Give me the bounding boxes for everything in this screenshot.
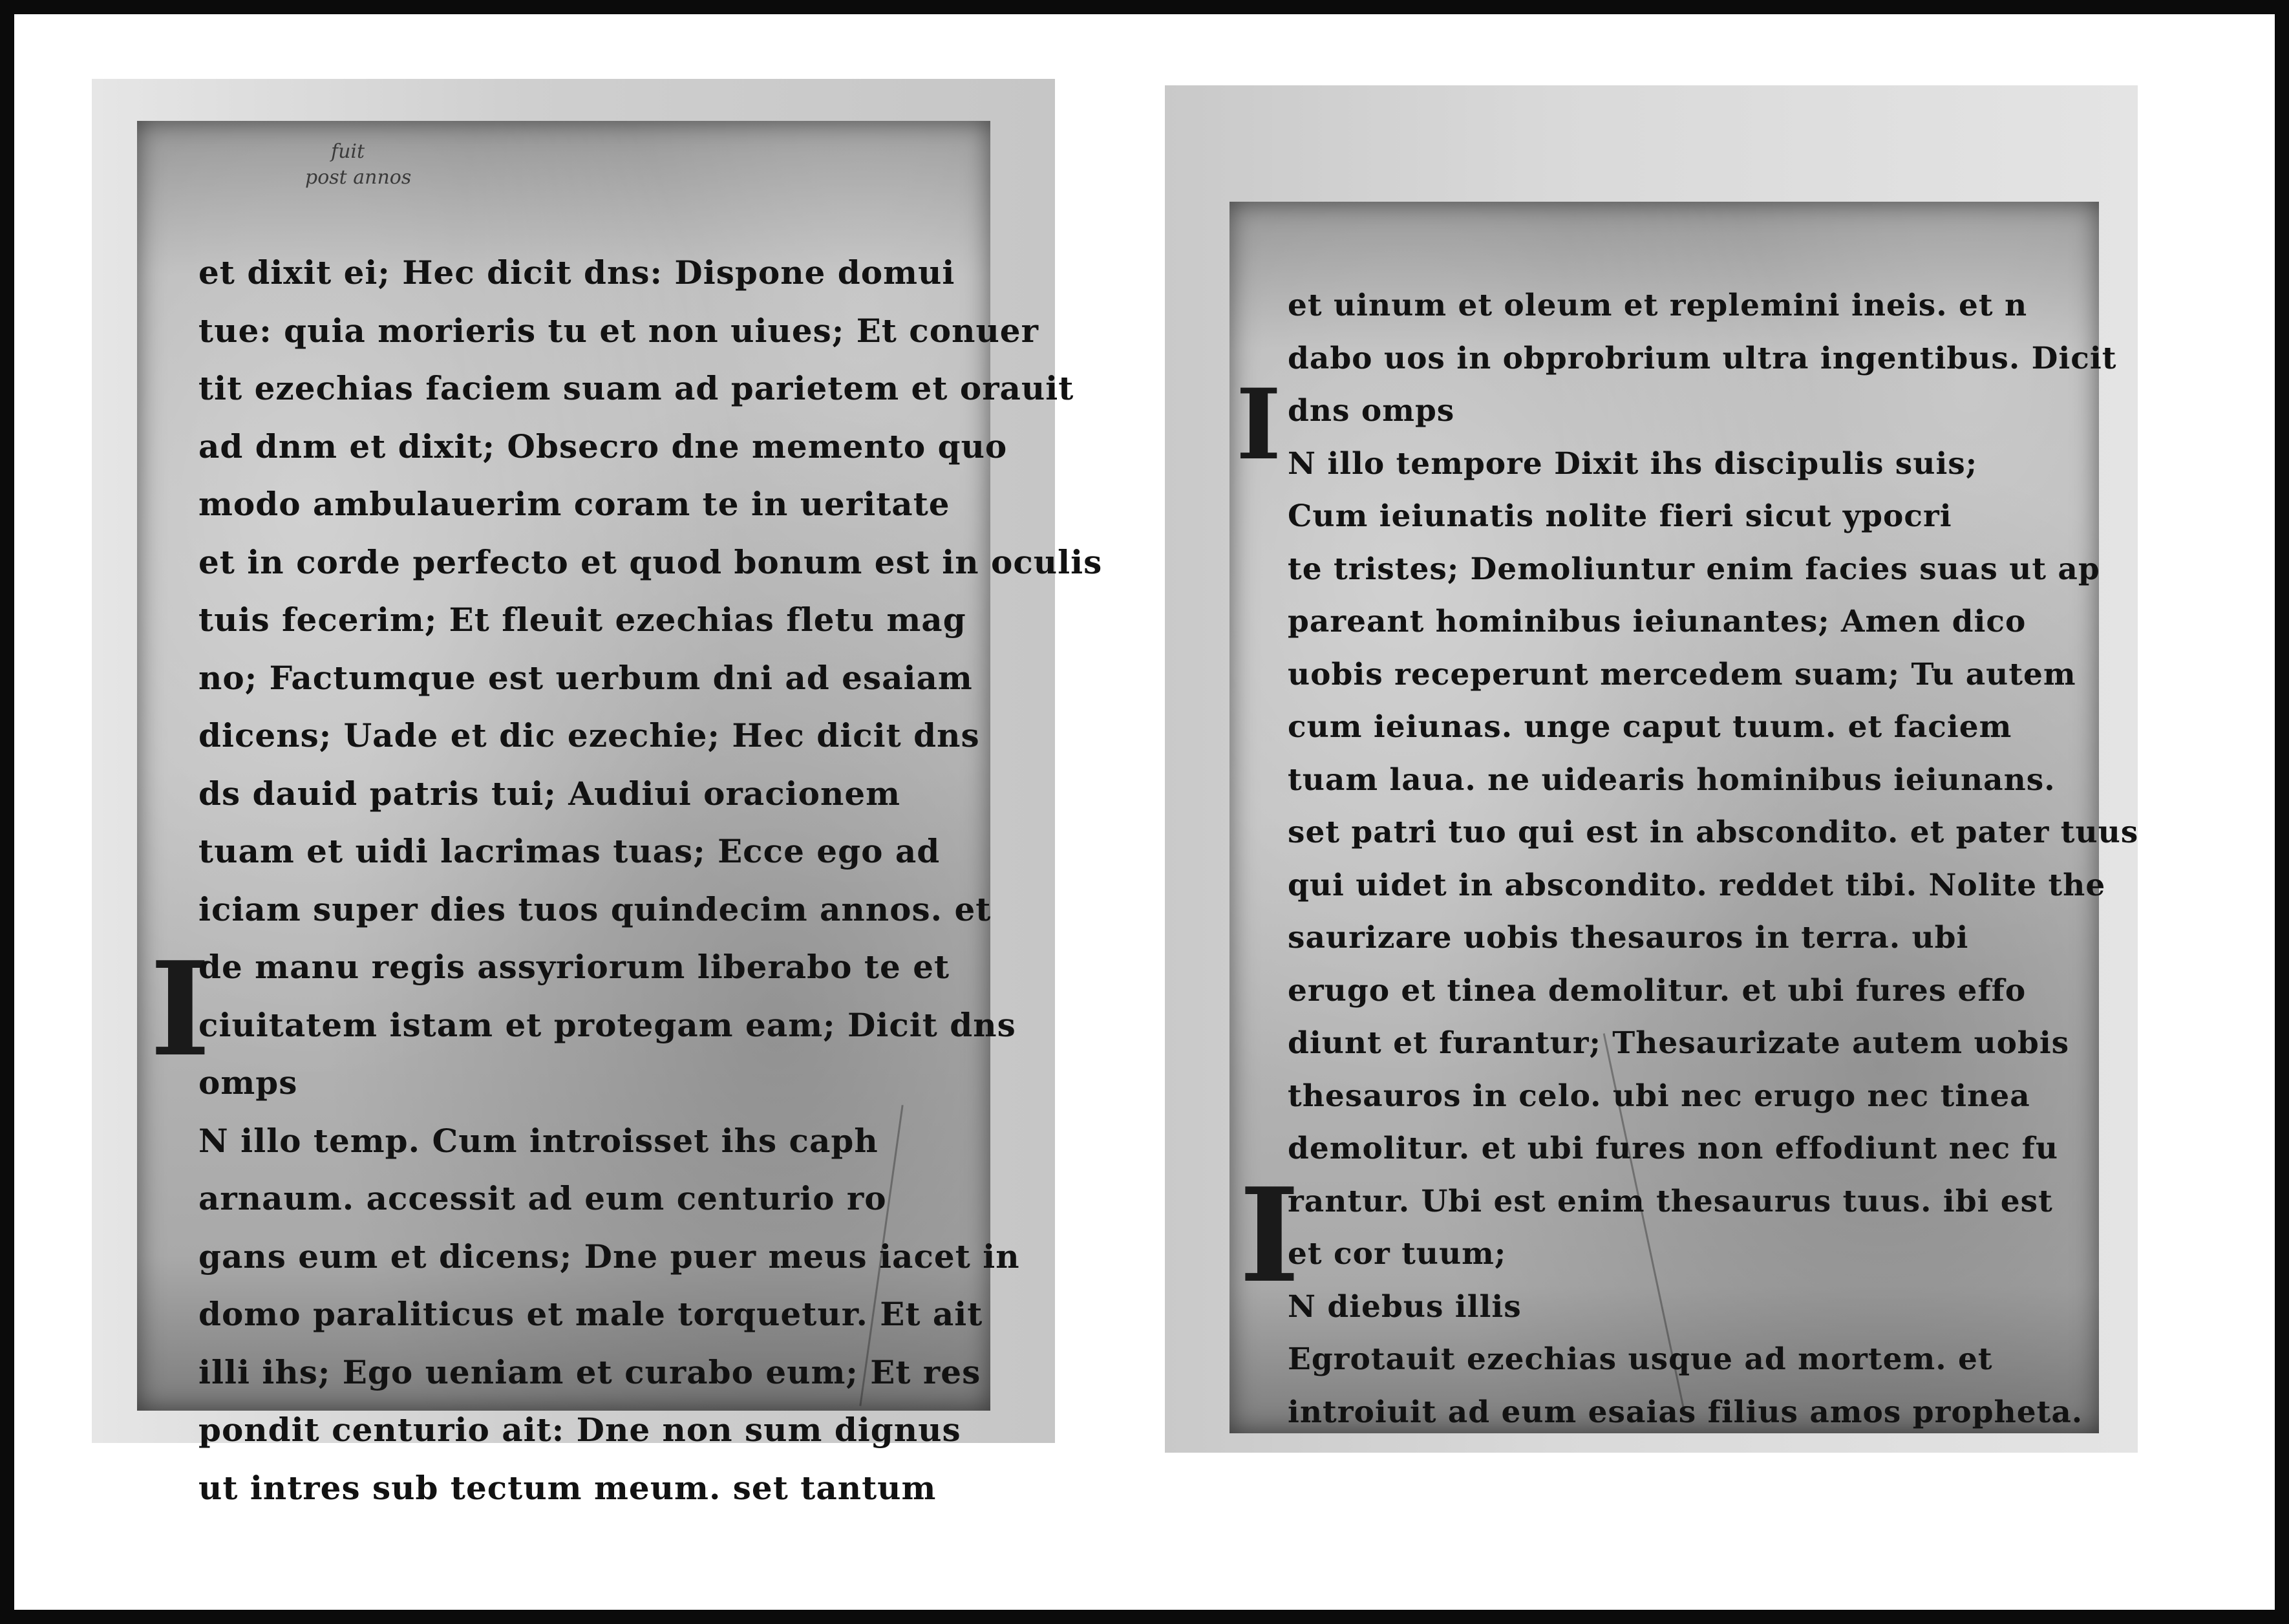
text-line: thesauros in celo. ubi nec erugo nec tinea <box>1288 1078 2030 1114</box>
text-line: introiuit ad eum esaias filius amos propheta. <box>1288 1394 2083 1430</box>
text-line: omps <box>198 1063 298 1102</box>
text-line: saurizare uobis thesauros in terra. ubi <box>1288 920 1969 956</box>
decorated-initial: I <box>1236 368 1282 482</box>
right-manuscript-leaf <box>1230 202 2139 1433</box>
text-line: et in corde perfecto et quod bonum est in oculis <box>198 542 1103 581</box>
text-line: ciuitatem istam et protegam eam; Dicit dns <box>198 1005 1016 1044</box>
text-line: tuam laua. ne uidearis hominibus ieiunans. <box>1288 762 2056 798</box>
text-line: rantur. Ubi est enim thesaurus tuus. ibi est <box>1288 1183 2053 1219</box>
decorated-initial: I <box>1239 1160 1300 1312</box>
text-line: set patri tuo qui est in abscondito. et pater tuus <box>1288 815 2139 850</box>
text-line: pondit centurio ait: Dne non sum dignus <box>198 1411 961 1449</box>
text-line: demolitur. et ubi fures non effodiunt nec fu <box>1288 1131 2059 1166</box>
text-line: N diebus illis <box>1288 1288 1522 1325</box>
text-line: tuis fecerim; Et fleuit ezechias fletu mag <box>198 601 966 639</box>
text-line: no; Factumque est uerbum dni ad esaiam <box>198 658 973 697</box>
text-line: N illo temp. Cum introisset ihs caph <box>198 1121 878 1160</box>
text-line: erugo et tinea demolitur. et ubi fures effo <box>1288 972 2027 1009</box>
text-line: dabo uos in obprobrium ultra ingentibus. Dicit <box>1288 340 2117 376</box>
text-line: modo ambulauerim coram te in ueritate <box>198 485 950 523</box>
text-line: arnaum. accessit ad eum centurio ro <box>198 1179 887 1217</box>
text-line: ds dauid patris tui; Audiui oracionem <box>198 774 901 813</box>
text-line: tue: quia morieris tu et non uiues; Et conuer <box>198 311 1039 350</box>
margin-note: fuit <box>331 140 365 163</box>
text-line: pareant hominibus ieiunantes; Amen dico <box>1288 604 2027 639</box>
text-line: dns omps <box>1288 393 1455 429</box>
text-line: Egrotauit ezechias usque ad mortem. et <box>1288 1341 1993 1377</box>
left-manuscript-leaf <box>137 121 1103 1507</box>
left-photograph <box>92 79 1103 1507</box>
text-line: domo paraliticus et male torquetur. Et ait <box>198 1295 983 1333</box>
right-text-block <box>1288 279 2139 1438</box>
text-line: de manu regis assyriorum liberabo te et <box>198 948 950 986</box>
text-line: Cum ieiunatis nolite fieri sicut ypocri <box>1288 498 1952 534</box>
margin-note: post annos <box>305 166 412 189</box>
text-line: diunt et furantur; Thesaurizate autem uobis <box>1288 1025 2070 1061</box>
text-line: ut intres sub tectum meum. set tantum <box>198 1468 937 1507</box>
text-line: te tristes; Demoliuntur enim facies suas ut ap <box>1288 551 2100 587</box>
text-line: uobis receperunt mercedem suam; Tu autem <box>1288 656 2076 692</box>
text-line: iciam super dies tuos quindecim annos. et <box>198 890 992 928</box>
text-line: ad dnm et dixit; Obsecro dne memento quo <box>198 427 1008 465</box>
right-photograph <box>1165 85 2138 1453</box>
text-line: tit ezechias faciem suam ad parietem et orauit <box>198 369 1074 407</box>
text-line: et cor tuum; <box>1288 1236 1507 1272</box>
text-line: tuam et uidi lacrimas tuas; Ecce ego ad <box>198 832 941 870</box>
text-line: illi ihs; Ego ueniam et curabo eum; Et res <box>198 1352 981 1391</box>
text-line: qui uidet in abscondito. reddet tibi. Nolite the <box>1288 867 2106 903</box>
text-line: et uinum et oleum et replemini ineis. et n <box>1288 288 2028 323</box>
decorated-initial: I <box>150 934 211 1085</box>
text-line: dicens; Uade et dic ezechie; Hec dicit dns <box>198 716 980 754</box>
left-text-block <box>198 244 1103 1517</box>
text-line: et dixit ei; Hec dicit dns: Dispone domui <box>198 253 955 292</box>
text-line: N illo tempore Dixit ihs discipulis suis; <box>1288 445 1978 482</box>
text-line: cum ieiunas. unge caput tuum. et faciem <box>1288 709 2012 745</box>
text-line: gans eum et dicens; Dne puer meus iacet in <box>198 1237 1020 1276</box>
